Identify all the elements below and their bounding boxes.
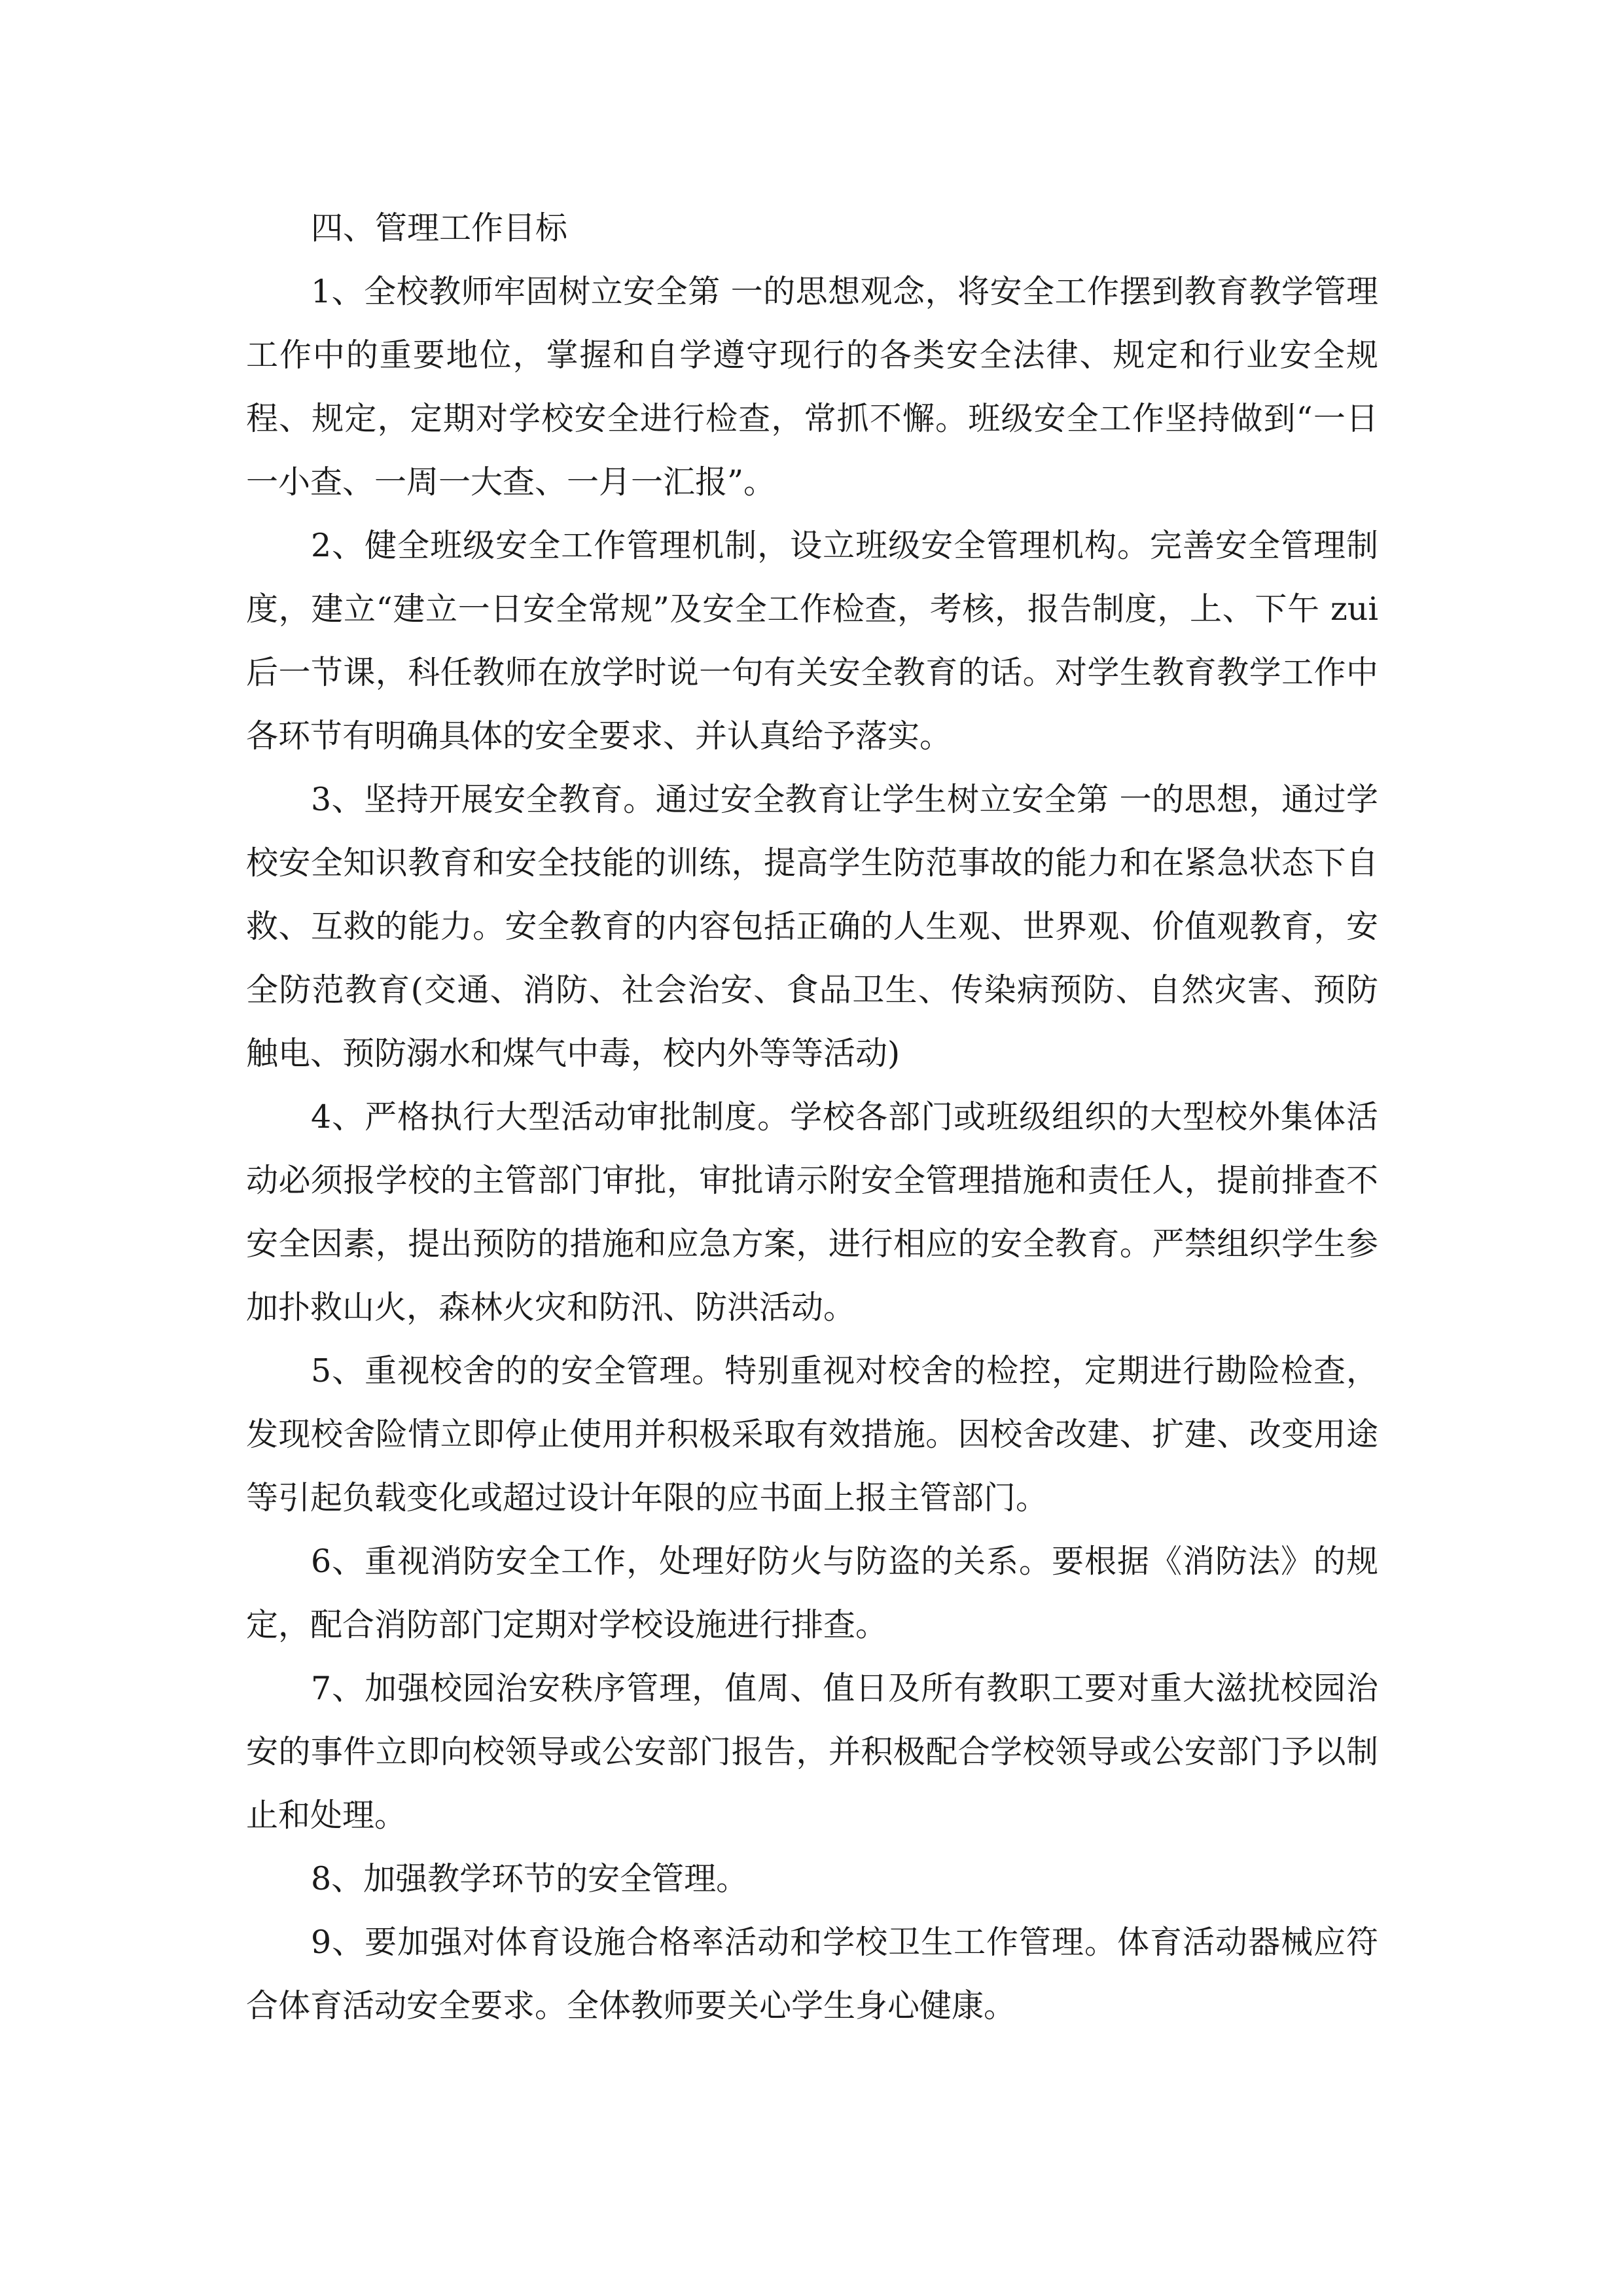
paragraph-6: 6、重视消防安全工作，处理好防火与防盗的关系。要根据《消防法》的规定，配合消防部门定期对学校设施进行排查。 xyxy=(246,1543,1378,1643)
paragraph-8: 8、加强教学环节的安全管理。 xyxy=(311,1860,749,1897)
paragraph-2: 2、健全班级安全工作管理机制，设立班级安全管理机构。完善安全管理制度，建立“建立一日安全常规”及安全工作检查，考核，报告制度，上、下午 zui 后一节课，科任教师在放学时说一句有关安全教育的话。对学生教育教学工作中各环节有明确具体的安全要求、并认真给予落实。 xyxy=(246,527,1378,755)
paragraph-5: 5、重视校舍的的安全管理。特别重视对校舍的检控，定期进行勘险检查，发现校舍险情立即停止使用并积极采取有效措施。因校舍改建、扩建、改变用途等引起负载变化或超过设计年限的应书面上报主管部门。 xyxy=(246,1352,1378,1516)
document-body xyxy=(246,196,1378,2037)
section-heading: 四、管理工作目标 xyxy=(311,209,568,247)
paragraph-3: 3、坚持开展安全教育。通过安全教育让学生树立安全第 一的思想，通过学校安全知识教育和安全技能的训练，提高学生防范事故的能力和在紧急状态下自救、互救的能力。安全教育的内容包括正确的人生观、世界观、价值观教育，安全防范教育(交通、消防、社会治安、食品卫生、传染病预防、自然灾害、预防触电、预防溺水和煤气中毒，校内外等等活动) xyxy=(246,781,1378,1072)
paragraph-7: 7、加强校园治安秩序管理，值周、值日及所有教职工要对重大滋扰校园治安的事件立即向校领导或公安部门报告，并积极配合学校领导或公安部门予以制止和处理。 xyxy=(246,1670,1378,1834)
paragraph-4: 4、严格执行大型活动审批制度。学校各部门或班级组织的大型校外集体活动必须报学校的主管部门审批，审批请示附安全管理措施和责任人，提前排查不安全因素，提出预防的措施和应急方案，进行相应的安全教育。严禁组织学生参加扑救山火，森林火灾和防汛、防洪活动。 xyxy=(246,1098,1378,1326)
paragraph-1: 1、全校教师牢固树立安全第 一的思想观念，将安全工作摆到教育教学管理工作中的重要地位，掌握和自学遵守现行的各类安全法律、规定和行业安全规程、规定，定期对学校安全进行检查，常抓不懈。班级安全工作坚持做到“一日一小查、一周一大查、一月一汇报”。 xyxy=(246,273,1378,501)
paragraph-9: 9、要加强对体育设施合格率活动和学校卫生工作管理。体育活动器械应符合体育活动安全要求。全体教师要关心学生身心健康。 xyxy=(246,1924,1378,2024)
